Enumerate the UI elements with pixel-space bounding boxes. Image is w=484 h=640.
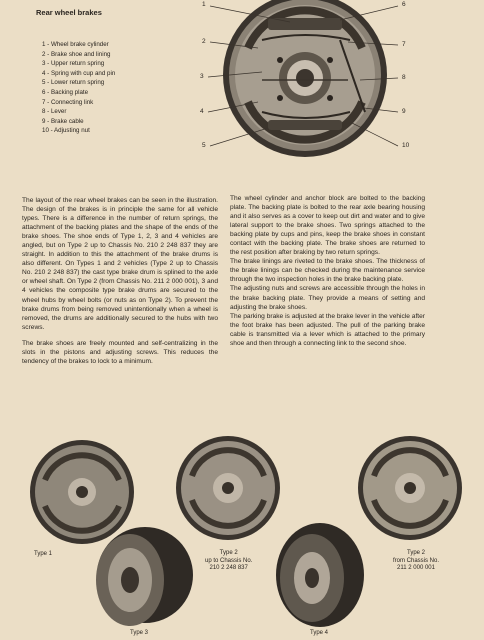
page-title: Rear wheel brakes [36,8,102,17]
paragraph: The adjusting nuts and screws are accessible through the holes in the brake backing plate. They provide a means of setting and adjusting the brake shoes. [230,285,425,311]
legend-item: 10 - Adjusting nut [42,127,90,135]
callout-6: 6 [402,1,406,8]
callout-1: 1 [202,1,206,8]
legend-item: 6 - Backing plate [42,88,89,96]
legend-item: 7 - Connecting link [42,98,94,106]
paragraph: The wheel cylinder and anchor block are bolted to the backing plate. The backing plate is bolted to the rear axle bearing housing and it also serves as a cover to keep out dirt and water and to give lateral support to the brake shoes. Two springs attached to the backing plate by cups and pins, keep the brake shoes in constant contact with the backing plate. The brake shoes are returned to the rest position after braking by two return springs. [230,195,425,257]
caption-type4: Type 4 [310,630,329,636]
legend-item: 4 - Spring with cup and pin [42,69,116,77]
callout-4: 4 [200,108,204,115]
legend-item: 9 - Brake cable [42,117,84,125]
callout-7: 7 [402,41,406,48]
legend-item: 8 - Lever [42,108,67,116]
paragraph: The brake shoes are freely mounted and self-centralizing in the slots in the pistons and adjusting screws. This reduces the tendency of the brakes to lock to a minimum. [22,339,218,365]
type4-drawing [276,523,364,627]
caption-type3: Type 3 [130,630,149,636]
callout-8: 8 [402,74,406,81]
type1-drawing [30,440,134,544]
caption-type1: Type 1 [34,551,53,557]
legend-item: 3 - Upper return spring [42,60,105,68]
legend-item: 5 - Lower return spring [42,79,105,87]
right-column [230,194,425,348]
paragraph: The brake linings are riveted to the brake shoes. The thickness of the brake linings can be checked during the maintenance service through the two inspection holes in the brake backing plate. [230,258,425,284]
callout-5: 5 [202,142,206,149]
left-column [22,196,218,373]
callout-2: 2 [202,38,206,45]
callout-10: 10 [402,142,410,149]
type3-drawing [96,527,193,626]
type2b-drawing [358,436,462,540]
paragraph: The parking brake is adjusted at the brake lever in the vehicle after the foot brake has been adjusted. The pull of the parking brake cable is transmitted via a lever which is attached to the primary shoe and then through a connecting link to the second shoe. [230,312,425,347]
caption-type2-late: Type 2 from Chassis No. 211 2 000 001 [393,550,440,572]
parts-legend [42,40,115,136]
caption-type2-early: Type 2 up to Chassis No. 210 2 248 837 [205,550,253,572]
main-brake-drawing [223,0,387,157]
legend-item: 2 - Brake shoe and lining [42,50,111,58]
type2a-drawing [176,436,280,540]
legend-item: 1 - Wheel brake cylinder [42,41,109,48]
paragraph: The layout of the rear wheel brakes can be seen in the illustration. The design of the brakes is in principle the same for all vehicle types. There is a difference in the number of return springs, the attachment of the backing plates and the shape of the ends of the brake shoes. The shoe ends of Type 1, 2, 3 and 4 vehicles are angled, but on Type 2 up to Chassis No. 210 2 248 837 they are straight. In addition to this the attachment of the brake drums is also different. On Types 1 and 2 vehicles (Type 2 up to Chassis No. 210 2 248 837) the cast type brake drum is splined to the axle or wheel shaft. On Type 2 (from Chassis No. 211 2 000 001), 3 and 4 vehicles the composite type brake drums are secured to the wheel hubs by wheel bolts (or nuts as on Type 2). To prevent the brake drums from being removed unintentionally when a wheel is removed, the drums are additionally secured to the hubs with two screws. [22,197,218,331]
callout-3: 3 [200,73,204,80]
callout-9: 9 [402,108,406,115]
